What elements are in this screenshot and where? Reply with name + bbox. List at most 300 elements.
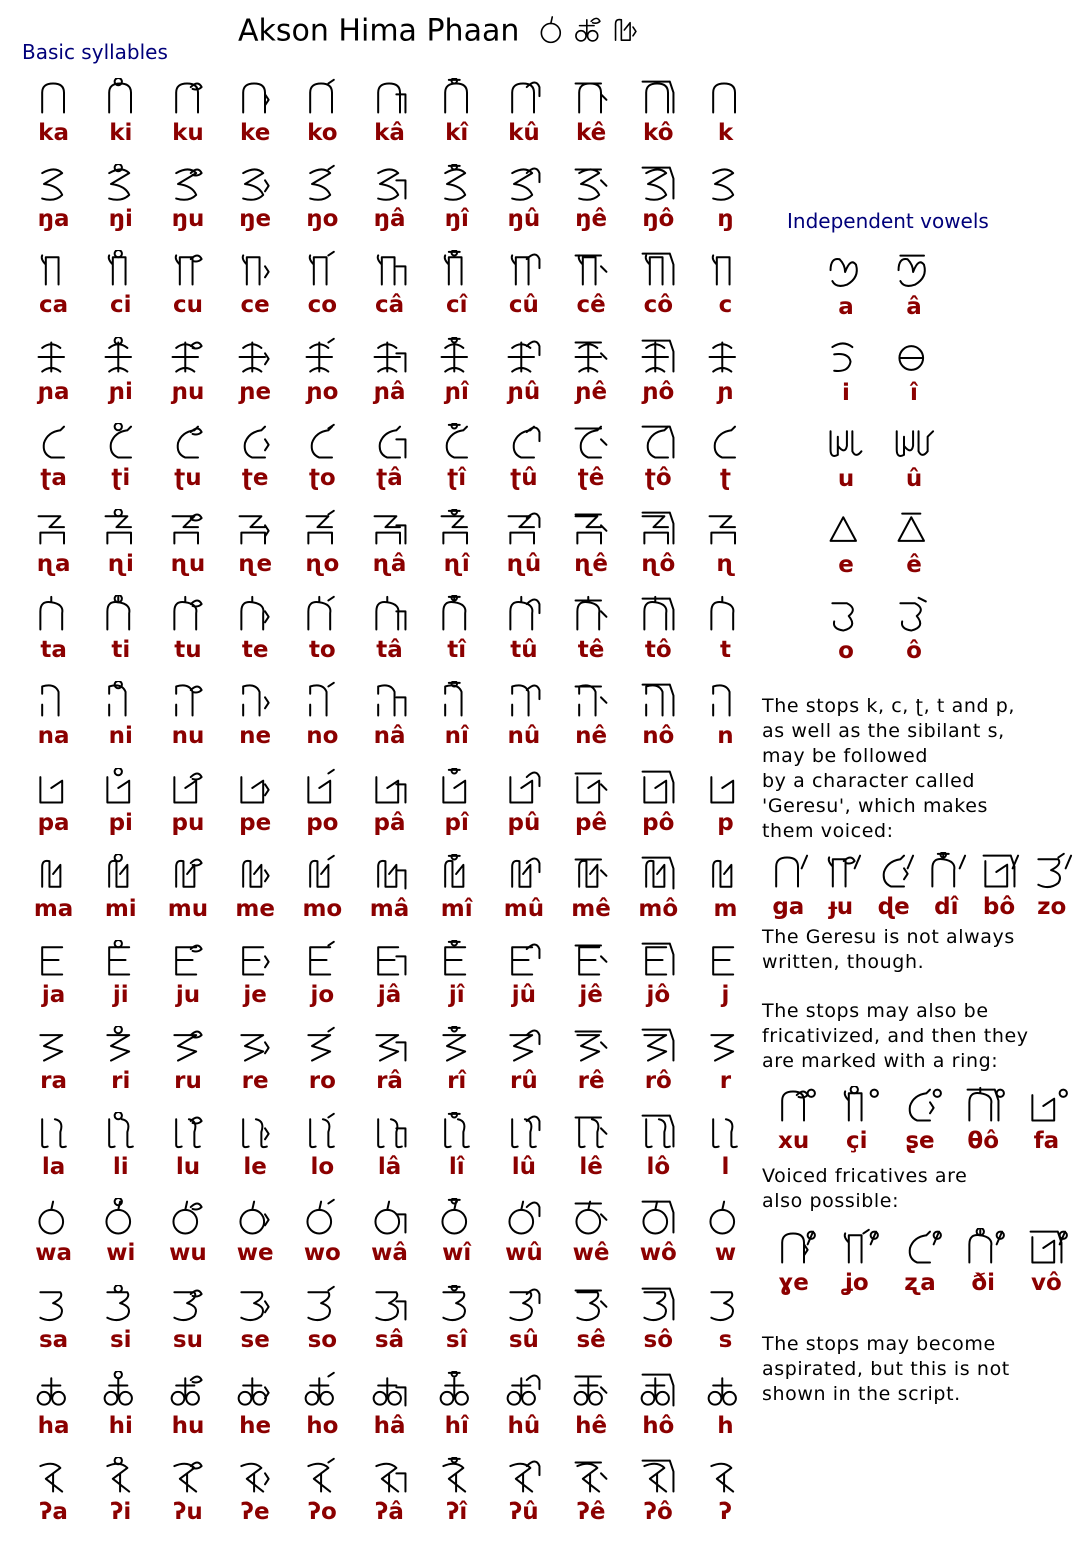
- syllable-n-glyph-icon: [299, 681, 345, 721]
- syllable-romanization: ne: [239, 723, 272, 750]
- syllable-romanization: ho: [306, 1412, 339, 1439]
- syllable-romanization: ʔe: [240, 1499, 270, 1525]
- syllable-romanization: cî: [445, 292, 468, 319]
- syllable-p-glyph-icon: [702, 768, 748, 808]
- syllable-romanization: ɲe: [239, 378, 272, 405]
- syllable-cell: [356, 1283, 423, 1369]
- syllable-romanization: kê: [575, 120, 607, 146]
- syllable-h-glyph-icon: [367, 1371, 413, 1411]
- syllable-cell: [154, 1283, 221, 1369]
- syllable-t-glyph-icon: [232, 595, 278, 635]
- syllable-cell: [490, 248, 557, 334]
- syllable-cell: [625, 766, 692, 852]
- syllable-j-glyph-icon: [299, 940, 345, 980]
- fricative-examples: [762, 1084, 1078, 1164]
- example-retroflex-t-glyph-icon: [871, 852, 917, 892]
- syllable-retroflex-t-glyph-icon: [568, 423, 614, 463]
- example-romanization: ʐa: [904, 1270, 936, 1296]
- syllable-romanization: wê: [572, 1240, 610, 1267]
- syllable-cell: [87, 1110, 154, 1196]
- syllable-romanization: ŋi: [108, 206, 133, 233]
- syllable-romanization: ŋ: [717, 206, 734, 233]
- syllable-cell: [154, 76, 221, 162]
- syllable-c-glyph-icon: [232, 250, 278, 290]
- syllable-cell: [558, 76, 625, 162]
- syllable-cell: [558, 507, 625, 593]
- syllable-cell: [625, 1369, 692, 1455]
- syllable-romanization: ʈî: [447, 464, 467, 491]
- syllable-cell: [222, 248, 289, 334]
- syllable-w-glyph-icon: [568, 1198, 614, 1238]
- syllable-n-glyph-icon: [635, 681, 681, 721]
- syllable-romanization: ʈo: [308, 464, 336, 491]
- example-cell: [762, 1226, 825, 1306]
- syllable-m-glyph-icon: [31, 854, 77, 894]
- syllable-h-glyph-icon: [702, 1371, 748, 1411]
- syllable-w-glyph-icon: [702, 1198, 748, 1238]
- syllable-ny-glyph-icon: [165, 337, 211, 377]
- syllable-cell: [625, 162, 692, 248]
- syllable-cell: [289, 679, 356, 765]
- syllable-romanization: ʈa: [40, 464, 67, 491]
- syllable-ny-glyph-icon: [232, 337, 278, 377]
- note-line: by a character called: [762, 770, 976, 792]
- vowel-cell: [812, 250, 880, 336]
- vowel-romanization: ê: [906, 552, 922, 578]
- syllable-cell: [558, 335, 625, 421]
- syllable-m-glyph-icon: [98, 854, 144, 894]
- syllable-r-glyph-icon: [98, 1026, 144, 1066]
- syllable-r-glyph-icon: [434, 1026, 480, 1066]
- vowel-romanization: o: [838, 638, 854, 664]
- syllable-romanization: ɲa: [37, 378, 70, 405]
- syllable-cell: [490, 335, 557, 421]
- syllable-cell: [356, 766, 423, 852]
- syllable-r-glyph-icon: [635, 1026, 681, 1066]
- syllable-cell: [490, 421, 557, 507]
- syllable-cell: [289, 248, 356, 334]
- basic-syllables-heading: Basic syllables: [22, 40, 168, 64]
- syllable-cell: [490, 1196, 557, 1282]
- vowel-v-ee-glyph-icon: [890, 510, 938, 550]
- syllable-romanization: mi: [104, 895, 137, 922]
- syllable-romanization: hô: [642, 1412, 675, 1439]
- syllable-romanization: sa: [38, 1326, 69, 1353]
- syllable-ny-glyph-icon: [434, 337, 480, 377]
- syllable-cell: [87, 1369, 154, 1455]
- syllable-romanization: lo: [310, 1154, 335, 1181]
- syllable-cell: [222, 766, 289, 852]
- syllable-romanization: cû: [508, 292, 539, 319]
- syllable-cell: [356, 679, 423, 765]
- syllable-ny-glyph-icon: [635, 337, 681, 377]
- syllable-cell: [558, 1283, 625, 1369]
- syllable-romanization: ʔu: [173, 1499, 203, 1525]
- syllable-romanization: ɳi: [107, 550, 134, 577]
- syllable-cell: [356, 1369, 423, 1455]
- syllable-romanization: lê: [579, 1154, 603, 1181]
- syllable-h-glyph-icon: [635, 1371, 681, 1411]
- syllable-p-glyph-icon: [501, 768, 547, 808]
- syllable-cell: [20, 1283, 87, 1369]
- syllable-cell: [423, 593, 490, 679]
- vowel-cell: [880, 250, 948, 336]
- syllable-romanization: ri: [111, 1068, 131, 1095]
- syllable-retroflex-t-glyph-icon: [232, 423, 278, 463]
- syllable-romanization: ʔâ: [375, 1499, 404, 1525]
- syllable-cell: [692, 852, 759, 938]
- syllable-c-glyph-icon: [367, 250, 413, 290]
- syllable-ng-glyph-icon: [501, 164, 547, 204]
- syllable-cell: [625, 1196, 692, 1282]
- syllable-retroflex-n-glyph-icon: [31, 509, 77, 549]
- syllable-cell: [289, 162, 356, 248]
- syllable-cell: [222, 507, 289, 593]
- syllable-s-glyph-icon: [165, 1285, 211, 1325]
- syllable-glottal-stop-glyph-icon: [232, 1457, 278, 1497]
- syllable-cell: [87, 938, 154, 1024]
- example-cell: [1015, 1226, 1078, 1306]
- syllable-w-glyph-icon: [299, 1198, 345, 1238]
- syllable-ng-glyph-icon: [635, 164, 681, 204]
- syllable-t-glyph-icon: [568, 595, 614, 635]
- syllable-romanization: hâ: [373, 1412, 406, 1439]
- syllable-p-glyph-icon: [434, 768, 480, 808]
- syllable-glottal-stop-glyph-icon: [434, 1457, 480, 1497]
- syllable-r-glyph-icon: [299, 1026, 345, 1066]
- syllable-n-glyph-icon: [31, 681, 77, 721]
- syllable-romanization: ɳî: [443, 550, 470, 577]
- syllable-c-glyph-icon: [501, 250, 547, 290]
- syllable-romanization: ŋê: [575, 206, 608, 233]
- syllable-cell: [154, 162, 221, 248]
- syllable-romanization: ʈi: [111, 464, 131, 491]
- vowel-romanization: â: [906, 294, 922, 320]
- syllable-glottal-stop-glyph-icon: [31, 1457, 77, 1497]
- syllable-ny-glyph-icon: [299, 337, 345, 377]
- syllable-romanization: ni: [108, 723, 133, 750]
- syllable-ng-glyph-icon: [702, 164, 748, 204]
- example-s-glyph-icon: [1029, 852, 1075, 892]
- syllable-cell: [625, 852, 692, 938]
- syllable-cell: [20, 421, 87, 507]
- vowel-cell: [812, 594, 880, 680]
- syllable-romanization: j: [721, 981, 730, 1008]
- syllable-cell: [20, 593, 87, 679]
- syllable-romanization: me: [235, 895, 275, 922]
- syllable-romanization: nâ: [373, 723, 406, 750]
- page-title-text: Akson Hima Phaan: [238, 13, 520, 49]
- syllable-romanization: si: [109, 1326, 132, 1353]
- syllable-m-glyph-icon: [299, 854, 345, 894]
- syllable-p-glyph-icon: [165, 768, 211, 808]
- syllable-romanization: wû: [505, 1240, 543, 1267]
- vowel-romanization: î: [910, 380, 918, 406]
- syllable-glottal-stop-glyph-icon: [367, 1457, 413, 1497]
- note-line: written, though.: [762, 951, 925, 973]
- example-cell: [920, 850, 973, 930]
- syllable-cell: [20, 1196, 87, 1282]
- syllable-cell: [558, 248, 625, 334]
- syllable-m-glyph-icon: [232, 854, 278, 894]
- syllable-romanization: wi: [106, 1240, 136, 1267]
- syllable-cell: [20, 679, 87, 765]
- syllable-w-glyph-icon: [434, 1198, 480, 1238]
- syllable-cell: [692, 335, 759, 421]
- syllable-retroflex-t-glyph-icon: [165, 423, 211, 463]
- title-script-icon-1: [535, 14, 571, 46]
- syllable-romanization: pô: [642, 809, 675, 836]
- syllable-p-glyph-icon: [568, 768, 614, 808]
- syllable-cell: [490, 1283, 557, 1369]
- syllable-cell: [87, 593, 154, 679]
- syllable-romanization: ɲu: [171, 378, 205, 405]
- syllable-romanization: l: [721, 1154, 730, 1181]
- syllable-romanization: ce: [240, 292, 270, 319]
- syllable-cell: [692, 507, 759, 593]
- syllable-cell: [490, 679, 557, 765]
- syllable-romanization: ɲû: [507, 378, 541, 405]
- example-cell: [888, 1084, 951, 1164]
- syllable-romanization: mô: [638, 895, 679, 922]
- syllable-romanization: lû: [511, 1154, 537, 1181]
- syllable-k-glyph-icon: [501, 78, 547, 118]
- syllable-k-glyph-icon: [434, 78, 480, 118]
- syllable-cell: [20, 76, 87, 162]
- syllable-j-glyph-icon: [501, 940, 547, 980]
- syllable-romanization: we: [236, 1240, 274, 1267]
- syllable-cell: [20, 248, 87, 334]
- syllable-romanization: ʔê: [576, 1499, 606, 1525]
- syllable-romanization: ʔû: [509, 1499, 539, 1525]
- example-t-glyph-icon: [960, 1086, 1006, 1126]
- syllable-cell: [222, 1455, 289, 1541]
- syllable-cell: [222, 1369, 289, 1455]
- vowel-romanization: e: [838, 552, 854, 578]
- syllable-romanization: na: [37, 723, 70, 750]
- syllable-glottal-stop-glyph-icon: [299, 1457, 345, 1497]
- syllable-romanization: h: [717, 1412, 734, 1439]
- syllable-ng-glyph-icon: [367, 164, 413, 204]
- syllable-romanization: pî: [444, 809, 469, 836]
- vowel-v-u-glyph-icon: [822, 424, 870, 464]
- syllable-romanization: ʔô: [643, 1499, 673, 1525]
- vowel-romanization: i: [842, 380, 850, 406]
- syllable-j-glyph-icon: [31, 940, 77, 980]
- syllable-romanization: hu: [171, 1412, 205, 1439]
- syllable-cell: [289, 1024, 356, 1110]
- syllable-romanization: ʔo: [307, 1499, 337, 1525]
- syllable-cell: [222, 76, 289, 162]
- syllable-romanization: w: [714, 1240, 737, 1267]
- syllable-cell: [154, 421, 221, 507]
- syllable-romanization: co: [307, 292, 338, 319]
- vowel-v-aa-glyph-icon: [890, 252, 938, 292]
- example-romanization: dî: [934, 894, 959, 920]
- syllable-cell: [222, 852, 289, 938]
- syllable-cell: [154, 1455, 221, 1541]
- syllable-ng-glyph-icon: [232, 164, 278, 204]
- syllable-romanization: re: [241, 1068, 269, 1095]
- syllable-cell: [558, 1369, 625, 1455]
- example-romanization: çi: [846, 1128, 868, 1154]
- syllable-romanization: pe: [239, 809, 272, 836]
- syllable-p-glyph-icon: [232, 768, 278, 808]
- syllable-cell: [356, 1024, 423, 1110]
- syllable-romanization: ke: [240, 120, 271, 146]
- syllable-cell: [423, 76, 490, 162]
- title-script: [535, 12, 643, 52]
- syllable-n-glyph-icon: [501, 681, 547, 721]
- syllable-m-glyph-icon: [367, 854, 413, 894]
- syllable-grid: [20, 76, 760, 1530]
- syllable-retroflex-n-glyph-icon: [98, 509, 144, 549]
- syllable-romanization: hi: [108, 1412, 133, 1439]
- syllable-romanization: kî: [445, 120, 469, 146]
- syllable-cell: [154, 1196, 221, 1282]
- syllable-cell: [222, 162, 289, 248]
- syllable-cell: [423, 1455, 490, 1541]
- syllable-cell: [356, 1196, 423, 1282]
- syllable-romanization: mê: [571, 895, 611, 922]
- syllable-cell: [558, 162, 625, 248]
- syllable-cell: [625, 1024, 692, 1110]
- syllable-r-glyph-icon: [501, 1026, 547, 1066]
- syllable-cell: [490, 1110, 557, 1196]
- syllable-romanization: s: [718, 1326, 733, 1353]
- syllable-s-glyph-icon: [702, 1285, 748, 1325]
- syllable-cell: [558, 679, 625, 765]
- syllable-romanization: sê: [576, 1326, 606, 1353]
- example-romanization: ga: [772, 894, 805, 920]
- syllable-romanization: rû: [510, 1068, 538, 1095]
- vowel-v-i-glyph-icon: [822, 338, 870, 378]
- syllable-retroflex-t-glyph-icon: [635, 423, 681, 463]
- syllable-glottal-stop-glyph-icon: [165, 1457, 211, 1497]
- syllable-cell: [356, 76, 423, 162]
- syllable-t-glyph-icon: [31, 595, 77, 635]
- syllable-cell: [423, 852, 490, 938]
- syllable-cell: [87, 507, 154, 593]
- syllable-cell: [20, 1024, 87, 1110]
- syllable-romanization: ji: [112, 981, 129, 1008]
- syllable-romanization: tû: [510, 637, 538, 664]
- syllable-romanization: pa: [37, 809, 70, 836]
- syllable-j-glyph-icon: [434, 940, 480, 980]
- syllable-romanization: mâ: [369, 895, 410, 922]
- note-line: The Geresu is not always: [762, 926, 1015, 948]
- voiced-fricative-examples: [762, 1226, 1078, 1306]
- syllable-romanization: rê: [577, 1068, 605, 1095]
- syllable-cell: [558, 1110, 625, 1196]
- syllable-cell: [87, 852, 154, 938]
- example-romanization: fa: [1033, 1128, 1060, 1154]
- syllable-cell: [558, 1455, 625, 1541]
- example-t-glyph-icon: [960, 1228, 1006, 1268]
- syllable-romanization: ʈu: [174, 464, 202, 491]
- example-p-glyph-icon: [1023, 1228, 1069, 1268]
- syllable-glottal-stop-glyph-icon: [501, 1457, 547, 1497]
- syllable-romanization: ŋô: [642, 206, 675, 233]
- syllable-romanization: cê: [576, 292, 606, 319]
- syllable-l-glyph-icon: [702, 1112, 748, 1152]
- syllable-retroflex-t-glyph-icon: [299, 423, 345, 463]
- syllable-cell: [423, 335, 490, 421]
- voiced-examples: [762, 850, 1078, 930]
- example-romanization: θô: [967, 1128, 1000, 1154]
- vowel-romanization: u: [837, 466, 855, 492]
- syllable-cell: [356, 938, 423, 1024]
- syllable-cell: [154, 766, 221, 852]
- syllable-r-glyph-icon: [702, 1026, 748, 1066]
- syllable-romanization: le: [243, 1154, 267, 1181]
- syllable-w-glyph-icon: [98, 1198, 144, 1238]
- syllable-k-glyph-icon: [98, 78, 144, 118]
- syllable-cell: [356, 248, 423, 334]
- syllable-retroflex-t-glyph-icon: [702, 423, 748, 463]
- example-k-glyph-icon: [771, 1086, 817, 1126]
- syllable-romanization: tâ: [376, 637, 403, 664]
- syllable-romanization: sâ: [374, 1326, 405, 1353]
- syllable-cell: [490, 938, 557, 1024]
- syllable-romanization: k: [717, 120, 734, 146]
- syllable-n-glyph-icon: [568, 681, 614, 721]
- syllable-romanization: lî: [448, 1154, 465, 1181]
- syllable-romanization: ɲî: [444, 378, 469, 405]
- syllable-retroflex-t-glyph-icon: [434, 423, 480, 463]
- syllable-romanization: ɳô: [641, 550, 676, 577]
- syllable-w-glyph-icon: [635, 1198, 681, 1238]
- syllable-cell: [289, 1110, 356, 1196]
- vowel-romanization: ô: [906, 638, 922, 664]
- syllable-retroflex-n-glyph-icon: [232, 509, 278, 549]
- syllable-romanization: ka: [38, 120, 69, 146]
- syllable-k-glyph-icon: [635, 78, 681, 118]
- geresu-note: [762, 694, 1078, 844]
- syllable-s-glyph-icon: [635, 1285, 681, 1325]
- syllable-cell: [692, 421, 759, 507]
- syllable-s-glyph-icon: [367, 1285, 413, 1325]
- syllable-cell: [154, 248, 221, 334]
- syllable-romanization: ɳo: [305, 550, 340, 577]
- syllable-p-glyph-icon: [31, 768, 77, 808]
- syllable-romanization: ra: [40, 1068, 68, 1095]
- syllable-cell: [558, 1196, 625, 1282]
- syllable-cell: [20, 1369, 87, 1455]
- syllable-m-glyph-icon: [568, 854, 614, 894]
- syllable-ng-glyph-icon: [299, 164, 345, 204]
- vowel-v-oo-glyph-icon: [890, 596, 938, 636]
- syllable-cell: [625, 248, 692, 334]
- syllable-retroflex-t-glyph-icon: [31, 423, 77, 463]
- example-cell: [952, 1084, 1015, 1164]
- syllable-cell: [423, 162, 490, 248]
- syllable-ng-glyph-icon: [98, 164, 144, 204]
- syllable-glottal-stop-glyph-icon: [568, 1457, 614, 1497]
- example-c-glyph-icon: [818, 852, 864, 892]
- syllable-w-glyph-icon: [31, 1198, 77, 1238]
- syllable-m-glyph-icon: [434, 854, 480, 894]
- syllable-t-glyph-icon: [434, 595, 480, 635]
- syllable-cell: [289, 507, 356, 593]
- syllable-w-glyph-icon: [367, 1198, 413, 1238]
- syllable-romanization: lô: [646, 1154, 671, 1181]
- syllable-cell: [423, 938, 490, 1024]
- syllable-r-glyph-icon: [31, 1026, 77, 1066]
- syllable-cell: [87, 1455, 154, 1541]
- syllable-cell: [625, 1283, 692, 1369]
- syllable-cell: [692, 1024, 759, 1110]
